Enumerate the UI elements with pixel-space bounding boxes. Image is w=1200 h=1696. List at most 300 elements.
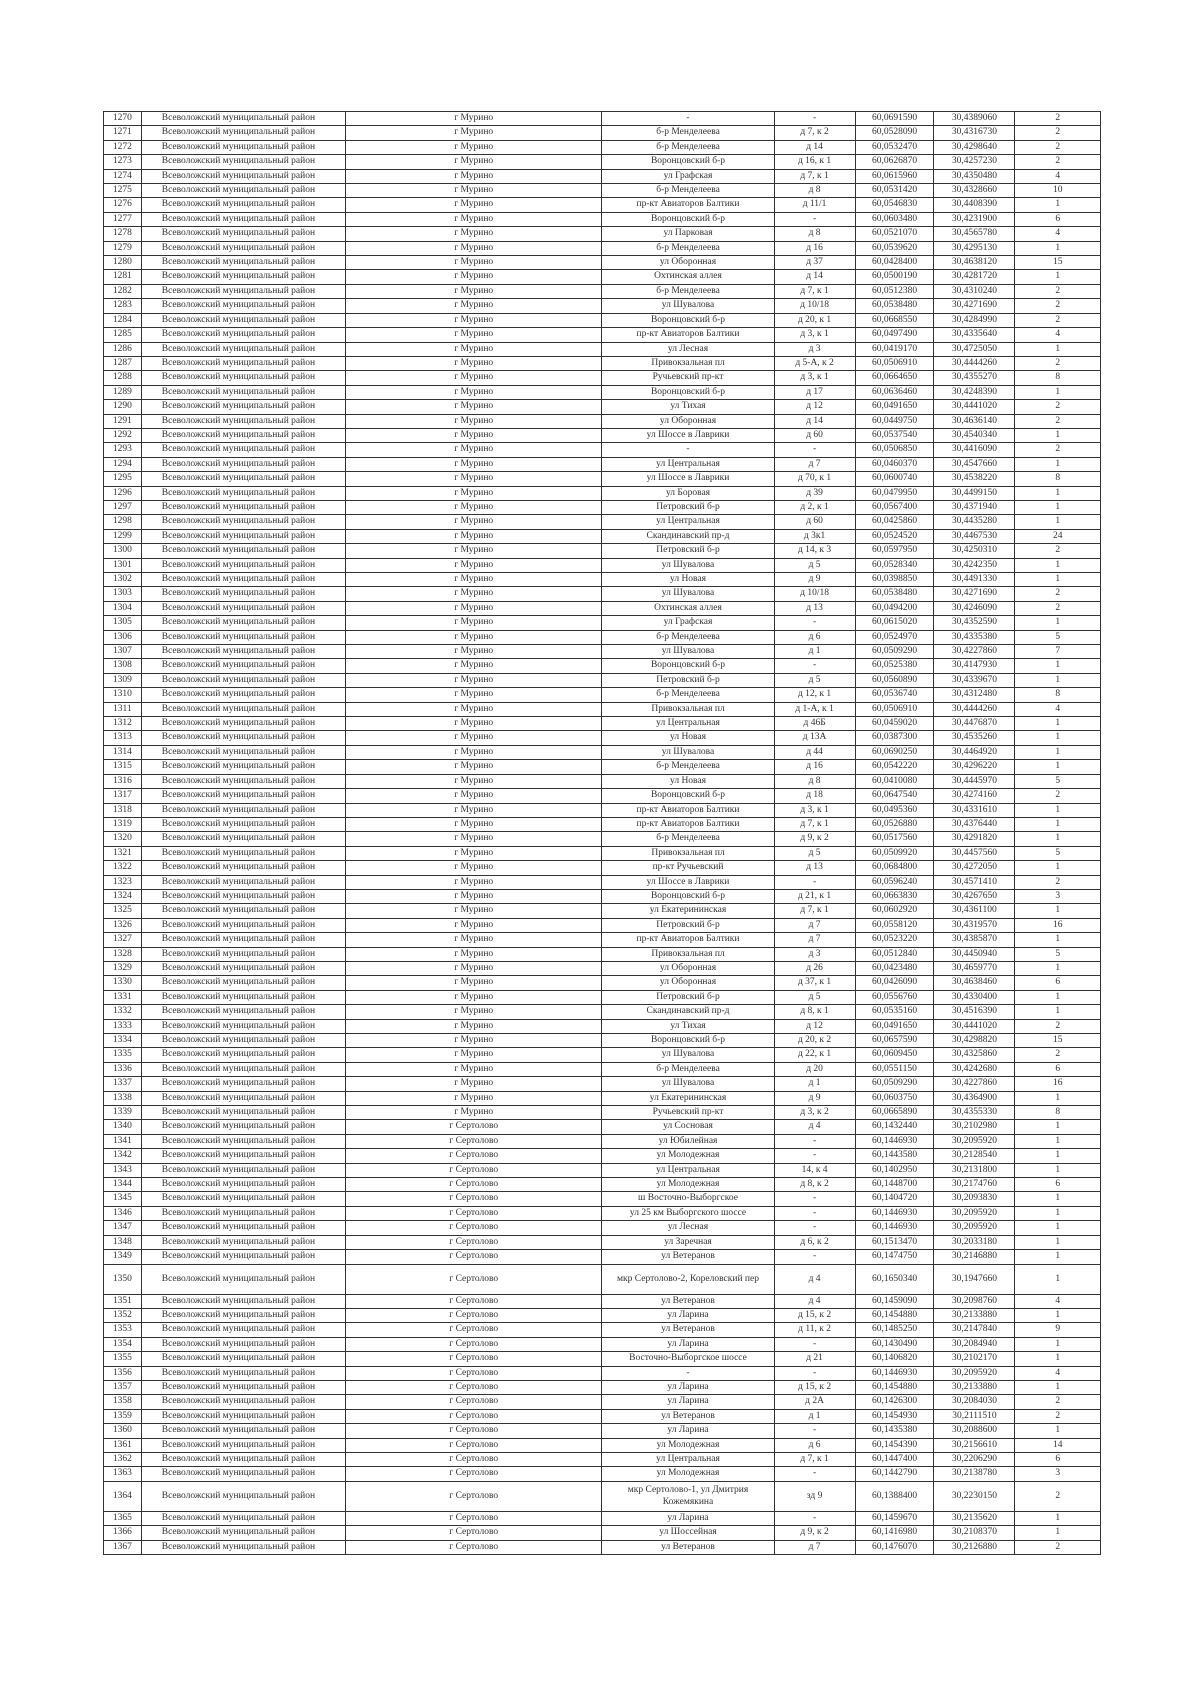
district-cell: Всеволожский муниципальный район bbox=[141, 904, 345, 918]
street-cell: б-р Менделеева bbox=[602, 140, 774, 154]
street-cell: б-р Менделеева bbox=[602, 688, 774, 702]
settlement-cell: г Сертолово bbox=[346, 1438, 602, 1452]
longitude-cell: 30,4316730 bbox=[934, 126, 1015, 140]
settlement-cell: г Мурино bbox=[346, 976, 602, 990]
latitude-cell: 60,0542220 bbox=[855, 760, 934, 774]
district-cell: Всеволожский муниципальный район bbox=[141, 601, 345, 615]
street-cell: ул Центральная bbox=[602, 717, 774, 731]
street-cell: ул Заречная bbox=[602, 1235, 774, 1249]
row-number-cell: 1279 bbox=[104, 241, 142, 255]
longitude-cell: 30,4444260 bbox=[934, 702, 1015, 716]
district-cell: Всеволожский муниципальный район bbox=[141, 414, 345, 428]
table-row bbox=[104, 1540, 1101, 1554]
settlement-cell: г Сертолово bbox=[346, 1250, 602, 1264]
street-cell: Скандинавский пр-д bbox=[602, 1005, 774, 1019]
latitude-cell: 60,0664650 bbox=[855, 371, 934, 385]
street-cell: ул Шувалова bbox=[602, 1048, 774, 1062]
count-cell: 2 bbox=[1015, 1481, 1101, 1511]
longitude-cell: 30,4298640 bbox=[934, 140, 1015, 154]
street-cell: б-р Менделеева bbox=[602, 126, 774, 140]
district-cell: Всеволожский муниципальный район bbox=[141, 126, 345, 140]
table-row bbox=[104, 112, 1101, 126]
latitude-cell: 60,0497490 bbox=[855, 328, 934, 342]
longitude-cell: 30,4464920 bbox=[934, 745, 1015, 759]
house-cell: д 14 bbox=[774, 414, 855, 428]
table-row bbox=[104, 241, 1101, 255]
count-cell: 1 bbox=[1015, 1337, 1101, 1351]
latitude-cell: 60,0506910 bbox=[855, 356, 934, 370]
street-cell: ул Тихая bbox=[602, 400, 774, 414]
street-cell: мкр Сертолово-2, Кореловский пер bbox=[602, 1264, 774, 1294]
settlement-cell: г Мурино bbox=[346, 861, 602, 875]
street-cell: ул Ларина bbox=[602, 1308, 774, 1322]
street-cell: ул 25 км Выборгского шоссе bbox=[602, 1206, 774, 1220]
latitude-cell: 60,0665890 bbox=[855, 1106, 934, 1120]
row-number-cell: 1291 bbox=[104, 414, 142, 428]
house-cell: д 12 bbox=[774, 1019, 855, 1033]
house-cell: д 2А bbox=[774, 1395, 855, 1409]
longitude-cell: 30,4331610 bbox=[934, 803, 1015, 817]
settlement-cell: г Мурино bbox=[346, 428, 602, 442]
table-row bbox=[104, 270, 1101, 284]
count-cell: 2 bbox=[1015, 1540, 1101, 1554]
table-row bbox=[104, 702, 1101, 716]
count-cell: 3 bbox=[1015, 889, 1101, 903]
row-number-cell: 1352 bbox=[104, 1308, 142, 1322]
settlement-cell: г Сертолово bbox=[346, 1540, 602, 1554]
longitude-cell: 30,4538220 bbox=[934, 472, 1015, 486]
latitude-cell: 60,0567400 bbox=[855, 500, 934, 514]
longitude-cell: 30,4274160 bbox=[934, 789, 1015, 803]
table-row bbox=[104, 1062, 1101, 1076]
latitude-cell: 60,0537540 bbox=[855, 428, 934, 442]
district-cell: Всеволожский муниципальный район bbox=[141, 702, 345, 716]
table-row bbox=[104, 904, 1101, 918]
district-cell: Всеволожский муниципальный район bbox=[141, 817, 345, 831]
count-cell: 24 bbox=[1015, 529, 1101, 543]
district-cell: Всеволожский муниципальный район bbox=[141, 299, 345, 313]
street-cell: Воронцовский б-р bbox=[602, 889, 774, 903]
settlement-cell: г Мурино bbox=[346, 126, 602, 140]
house-cell: д 7, к 2 bbox=[774, 126, 855, 140]
settlement-cell: г Мурино bbox=[346, 270, 602, 284]
street-cell: ул Оборонная bbox=[602, 256, 774, 270]
settlement-cell: г Мурино bbox=[346, 947, 602, 961]
table-row bbox=[104, 803, 1101, 817]
house-cell: д 21 bbox=[774, 1352, 855, 1366]
row-number-cell: 1304 bbox=[104, 601, 142, 615]
street-cell: ш Восточно-Выборгское bbox=[602, 1192, 774, 1206]
table-row bbox=[104, 846, 1101, 860]
settlement-cell: г Мурино bbox=[346, 832, 602, 846]
longitude-cell: 30,2098760 bbox=[934, 1294, 1015, 1308]
longitude-cell: 30,4491330 bbox=[934, 573, 1015, 587]
row-number-cell: 1360 bbox=[104, 1424, 142, 1438]
district-cell: Всеволожский муниципальный район bbox=[141, 1409, 345, 1423]
settlement-cell: г Сертолово bbox=[346, 1235, 602, 1249]
district-cell: Всеволожский муниципальный район bbox=[141, 227, 345, 241]
count-cell: 1 bbox=[1015, 342, 1101, 356]
latitude-cell: 60,0423480 bbox=[855, 961, 934, 975]
house-cell: д 11/1 bbox=[774, 198, 855, 212]
count-cell: 2 bbox=[1015, 1395, 1101, 1409]
table-row bbox=[104, 1221, 1101, 1235]
longitude-cell: 30,4540340 bbox=[934, 428, 1015, 442]
district-cell: Всеволожский муниципальный район bbox=[141, 1352, 345, 1366]
longitude-cell: 30,4147930 bbox=[934, 659, 1015, 673]
row-number-cell: 1330 bbox=[104, 976, 142, 990]
house-cell: д 3 bbox=[774, 342, 855, 356]
latitude-cell: 60,0560890 bbox=[855, 673, 934, 687]
table-row bbox=[104, 212, 1101, 226]
house-cell: д 7 bbox=[774, 933, 855, 947]
table-row bbox=[104, 328, 1101, 342]
street-cell: Воронцовский б-р bbox=[602, 659, 774, 673]
latitude-cell: 60,0600740 bbox=[855, 472, 934, 486]
street-cell: пр-кт Авиаторов Балтики bbox=[602, 933, 774, 947]
house-cell: д 20, к 2 bbox=[774, 1034, 855, 1048]
house-cell: д 8 bbox=[774, 184, 855, 198]
latitude-cell: 60,0517560 bbox=[855, 832, 934, 846]
table-row bbox=[104, 976, 1101, 990]
street-cell: б-р Менделеева bbox=[602, 241, 774, 255]
district-cell: Всеволожский муниципальный район bbox=[141, 1120, 345, 1134]
latitude-cell: 60,1476070 bbox=[855, 1540, 934, 1554]
count-cell: 1 bbox=[1015, 270, 1101, 284]
latitude-cell: 60,0425860 bbox=[855, 515, 934, 529]
longitude-cell: 30,4355330 bbox=[934, 1106, 1015, 1120]
street-cell: Воронцовский б-р bbox=[602, 212, 774, 226]
count-cell: 1 bbox=[1015, 428, 1101, 442]
house-cell: д 8 bbox=[774, 227, 855, 241]
row-number-cell: 1275 bbox=[104, 184, 142, 198]
street-cell: б-р Менделеева bbox=[602, 760, 774, 774]
house-cell: д 3, к 2 bbox=[774, 1106, 855, 1120]
house-cell: д 9 bbox=[774, 573, 855, 587]
count-cell: 1 bbox=[1015, 385, 1101, 399]
table-row bbox=[104, 500, 1101, 514]
longitude-cell: 30,4499150 bbox=[934, 486, 1015, 500]
district-cell: Всеволожский муниципальный район bbox=[141, 889, 345, 903]
count-cell: 4 bbox=[1015, 1366, 1101, 1380]
latitude-cell: 60,0512840 bbox=[855, 947, 934, 961]
table-row bbox=[104, 774, 1101, 788]
longitude-cell: 30,4319570 bbox=[934, 918, 1015, 932]
count-cell: 14 bbox=[1015, 1438, 1101, 1452]
district-cell: Всеволожский муниципальный район bbox=[141, 184, 345, 198]
latitude-cell: 60,1388400 bbox=[855, 1481, 934, 1511]
table-row bbox=[104, 1206, 1101, 1220]
count-cell: 1 bbox=[1015, 1380, 1101, 1394]
count-cell: 1 bbox=[1015, 198, 1101, 212]
row-number-cell: 1340 bbox=[104, 1120, 142, 1134]
count-cell: 2 bbox=[1015, 443, 1101, 457]
latitude-cell: 60,1459090 bbox=[855, 1294, 934, 1308]
count-cell: 1 bbox=[1015, 1235, 1101, 1249]
street-cell: ул Шувалова bbox=[602, 299, 774, 313]
latitude-cell: 60,0524520 bbox=[855, 529, 934, 543]
table-row bbox=[104, 1005, 1101, 1019]
settlement-cell: г Мурино bbox=[346, 558, 602, 572]
row-number-cell: 1319 bbox=[104, 817, 142, 831]
row-number-cell: 1346 bbox=[104, 1206, 142, 1220]
table-row bbox=[104, 1352, 1101, 1366]
settlement-cell: г Мурино bbox=[346, 659, 602, 673]
settlement-cell: г Мурино bbox=[346, 414, 602, 428]
district-cell: Всеволожский муниципальный район bbox=[141, 673, 345, 687]
longitude-cell: 30,2095920 bbox=[934, 1206, 1015, 1220]
street-cell: Охтинская аллея bbox=[602, 601, 774, 615]
row-number-cell: 1349 bbox=[104, 1250, 142, 1264]
house-cell: д 8 bbox=[774, 774, 855, 788]
row-number-cell: 1316 bbox=[104, 774, 142, 788]
district-cell: Всеволожский муниципальный район bbox=[141, 1091, 345, 1105]
longitude-cell: 30,2095920 bbox=[934, 1366, 1015, 1380]
house-cell: д 16, к 1 bbox=[774, 155, 855, 169]
row-number-cell: 1328 bbox=[104, 947, 142, 961]
street-cell: Петровский б-р bbox=[602, 673, 774, 687]
table-row bbox=[104, 1163, 1101, 1177]
latitude-cell: 60,0602920 bbox=[855, 904, 934, 918]
settlement-cell: г Мурино bbox=[346, 1077, 602, 1091]
street-cell: Привокзальная пл bbox=[602, 702, 774, 716]
table-row bbox=[104, 601, 1101, 615]
table-row bbox=[104, 1323, 1101, 1337]
settlement-cell: г Мурино bbox=[346, 169, 602, 183]
latitude-cell: 60,0551150 bbox=[855, 1062, 934, 1076]
settlement-cell: г Мурино bbox=[346, 673, 602, 687]
settlement-cell: г Мурино bbox=[346, 616, 602, 630]
latitude-cell: 60,0556760 bbox=[855, 990, 934, 1004]
settlement-cell: г Сертолово bbox=[346, 1409, 602, 1423]
street-cell: Петровский б-р bbox=[602, 990, 774, 1004]
street-cell: Охтинская аллея bbox=[602, 270, 774, 284]
district-cell: Всеволожский муниципальный район bbox=[141, 846, 345, 860]
street-cell: ул Молодежная bbox=[602, 1467, 774, 1481]
district-cell: Всеволожский муниципальный район bbox=[141, 1511, 345, 1525]
table-row bbox=[104, 1235, 1101, 1249]
district-cell: Всеволожский муниципальный район bbox=[141, 515, 345, 529]
longitude-cell: 30,4271690 bbox=[934, 587, 1015, 601]
street-cell: ул Новая bbox=[602, 774, 774, 788]
house-cell: д 20, к 1 bbox=[774, 313, 855, 327]
house-cell: д 5-А, к 2 bbox=[774, 356, 855, 370]
settlement-cell: г Мурино bbox=[346, 256, 602, 270]
settlement-cell: г Сертолово bbox=[346, 1366, 602, 1380]
row-number-cell: 1359 bbox=[104, 1409, 142, 1423]
house-cell: д 21, к 1 bbox=[774, 889, 855, 903]
district-cell: Всеволожский муниципальный район bbox=[141, 1467, 345, 1481]
latitude-cell: 60,0479950 bbox=[855, 486, 934, 500]
count-cell: 2 bbox=[1015, 299, 1101, 313]
street-cell: ул Молодежная bbox=[602, 1178, 774, 1192]
house-cell: д 14 bbox=[774, 270, 855, 284]
row-number-cell: 1298 bbox=[104, 515, 142, 529]
row-number-cell: 1274 bbox=[104, 169, 142, 183]
house-cell: д 1 bbox=[774, 1409, 855, 1423]
row-number-cell: 1325 bbox=[104, 904, 142, 918]
latitude-cell: 60,0459020 bbox=[855, 717, 934, 731]
street-cell: ул Ларина bbox=[602, 1511, 774, 1525]
longitude-cell: 30,4571410 bbox=[934, 875, 1015, 889]
settlement-cell: г Сертолово bbox=[346, 1337, 602, 1351]
latitude-cell: 60,1448700 bbox=[855, 1178, 934, 1192]
street-cell: ул Шувалова bbox=[602, 1077, 774, 1091]
district-cell: Всеволожский муниципальный район bbox=[141, 1005, 345, 1019]
longitude-cell: 30,4385870 bbox=[934, 933, 1015, 947]
count-cell: 1 bbox=[1015, 1352, 1101, 1366]
count-cell: 1 bbox=[1015, 861, 1101, 875]
settlement-cell: г Сертолово bbox=[346, 1452, 602, 1466]
count-cell: 5 bbox=[1015, 774, 1101, 788]
count-cell: 6 bbox=[1015, 976, 1101, 990]
settlement-cell: г Сертолово bbox=[346, 1206, 602, 1220]
house-cell: д 3, к 1 bbox=[774, 371, 855, 385]
settlement-cell: г Сертолово bbox=[346, 1192, 602, 1206]
district-cell: Всеволожский муниципальный район bbox=[141, 990, 345, 1004]
latitude-cell: 60,0684800 bbox=[855, 861, 934, 875]
settlement-cell: г Сертолово bbox=[346, 1149, 602, 1163]
table-row bbox=[104, 947, 1101, 961]
settlement-cell: г Мурино bbox=[346, 284, 602, 298]
settlement-cell: г Мурино bbox=[346, 774, 602, 788]
street-cell: ул Боровая bbox=[602, 486, 774, 500]
table-row bbox=[104, 717, 1101, 731]
count-cell: 2 bbox=[1015, 587, 1101, 601]
settlement-cell: г Мурино bbox=[346, 875, 602, 889]
house-cell: зд 9 bbox=[774, 1481, 855, 1511]
table-row bbox=[104, 933, 1101, 947]
longitude-cell: 30,4271690 bbox=[934, 299, 1015, 313]
table-row bbox=[104, 227, 1101, 241]
row-number-cell: 1361 bbox=[104, 1438, 142, 1452]
count-cell: 16 bbox=[1015, 1077, 1101, 1091]
house-cell: д 5 bbox=[774, 846, 855, 860]
row-number-cell: 1358 bbox=[104, 1395, 142, 1409]
table-row bbox=[104, 371, 1101, 385]
latitude-cell: 60,1402950 bbox=[855, 1163, 934, 1177]
street-cell: - bbox=[602, 112, 774, 126]
settlement-cell: г Мурино bbox=[346, 400, 602, 414]
table-row bbox=[104, 587, 1101, 601]
row-number-cell: 1297 bbox=[104, 500, 142, 514]
table-row bbox=[104, 789, 1101, 803]
settlement-cell: г Мурино bbox=[346, 601, 602, 615]
longitude-cell: 30,4227860 bbox=[934, 645, 1015, 659]
row-number-cell: 1295 bbox=[104, 472, 142, 486]
count-cell: 2 bbox=[1015, 140, 1101, 154]
district-cell: Всеволожский муниципальный район bbox=[141, 1526, 345, 1540]
district-cell: Всеволожский муниципальный район bbox=[141, 1048, 345, 1062]
longitude-cell: 30,2128540 bbox=[934, 1149, 1015, 1163]
row-number-cell: 1296 bbox=[104, 486, 142, 500]
house-cell: д 7, к 1 bbox=[774, 904, 855, 918]
longitude-cell: 30,4457560 bbox=[934, 846, 1015, 860]
row-number-cell: 1353 bbox=[104, 1323, 142, 1337]
table-row bbox=[104, 342, 1101, 356]
street-cell: ул Графская bbox=[602, 616, 774, 630]
settlement-cell: г Мурино bbox=[346, 472, 602, 486]
longitude-cell: 30,4298820 bbox=[934, 1034, 1015, 1048]
district-cell: Всеволожский муниципальный район bbox=[141, 789, 345, 803]
district-cell: Всеволожский муниципальный район bbox=[141, 1337, 345, 1351]
house-cell: д 5 bbox=[774, 673, 855, 687]
table-row bbox=[104, 428, 1101, 442]
longitude-cell: 30,4535260 bbox=[934, 731, 1015, 745]
row-number-cell: 1305 bbox=[104, 616, 142, 630]
longitude-cell: 30,4325860 bbox=[934, 1048, 1015, 1062]
district-cell: Всеволожский муниципальный район bbox=[141, 500, 345, 514]
district-cell: Всеволожский муниципальный район bbox=[141, 861, 345, 875]
table-row bbox=[104, 472, 1101, 486]
settlement-cell: г Мурино bbox=[346, 573, 602, 587]
count-cell: 2 bbox=[1015, 414, 1101, 428]
latitude-cell: 60,1454930 bbox=[855, 1409, 934, 1423]
count-cell: 1 bbox=[1015, 745, 1101, 759]
street-cell: Петровский б-р bbox=[602, 918, 774, 932]
longitude-cell: 30,4310240 bbox=[934, 284, 1015, 298]
table-row bbox=[104, 198, 1101, 212]
count-cell: 5 bbox=[1015, 630, 1101, 644]
latitude-cell: 60,0428400 bbox=[855, 256, 934, 270]
table-row bbox=[104, 1048, 1101, 1062]
district-cell: Всеволожский муниципальный район bbox=[141, 803, 345, 817]
count-cell: 1 bbox=[1015, 1250, 1101, 1264]
latitude-cell: 60,0603480 bbox=[855, 212, 934, 226]
street-cell: ул Оборонная bbox=[602, 414, 774, 428]
longitude-cell: 30,2095920 bbox=[934, 1221, 1015, 1235]
longitude-cell: 30,2126880 bbox=[934, 1540, 1015, 1554]
table-row bbox=[104, 861, 1101, 875]
settlement-cell: г Мурино bbox=[346, 760, 602, 774]
count-cell: 1 bbox=[1015, 659, 1101, 673]
latitude-cell: 60,0546830 bbox=[855, 198, 934, 212]
row-number-cell: 1329 bbox=[104, 961, 142, 975]
street-cell: ул Новая bbox=[602, 573, 774, 587]
latitude-cell: 60,0539620 bbox=[855, 241, 934, 255]
latitude-cell: 60,0460370 bbox=[855, 457, 934, 471]
house-cell: - bbox=[774, 1134, 855, 1148]
table-row bbox=[104, 169, 1101, 183]
house-cell: д 10/18 bbox=[774, 587, 855, 601]
street-cell: ул Лесная bbox=[602, 342, 774, 356]
house-cell: - bbox=[774, 212, 855, 226]
longitude-cell: 30,2135620 bbox=[934, 1511, 1015, 1525]
street-cell: Петровский б-р bbox=[602, 500, 774, 514]
street-cell: ул Ларина bbox=[602, 1395, 774, 1409]
settlement-cell: г Сертолово bbox=[346, 1481, 602, 1511]
settlement-cell: г Мурино bbox=[346, 1005, 602, 1019]
table-row bbox=[104, 299, 1101, 313]
street-cell: б-р Менделеева bbox=[602, 1062, 774, 1076]
row-number-cell: 1281 bbox=[104, 270, 142, 284]
count-cell: 1 bbox=[1015, 1091, 1101, 1105]
row-number-cell: 1356 bbox=[104, 1366, 142, 1380]
count-cell: 1 bbox=[1015, 1424, 1101, 1438]
district-cell: Всеволожский муниципальный район bbox=[141, 169, 345, 183]
street-cell: Ручьевский пр-кт bbox=[602, 1106, 774, 1120]
house-cell: д 7 bbox=[774, 457, 855, 471]
count-cell: 1 bbox=[1015, 832, 1101, 846]
longitude-cell: 30,2156610 bbox=[934, 1438, 1015, 1452]
count-cell: 5 bbox=[1015, 947, 1101, 961]
street-cell: б-р Менделеева bbox=[602, 630, 774, 644]
settlement-cell: г Мурино bbox=[346, 702, 602, 716]
count-cell: 2 bbox=[1015, 875, 1101, 889]
row-number-cell: 1357 bbox=[104, 1380, 142, 1394]
row-number-cell: 1306 bbox=[104, 630, 142, 644]
street-cell: ул Оборонная bbox=[602, 976, 774, 990]
